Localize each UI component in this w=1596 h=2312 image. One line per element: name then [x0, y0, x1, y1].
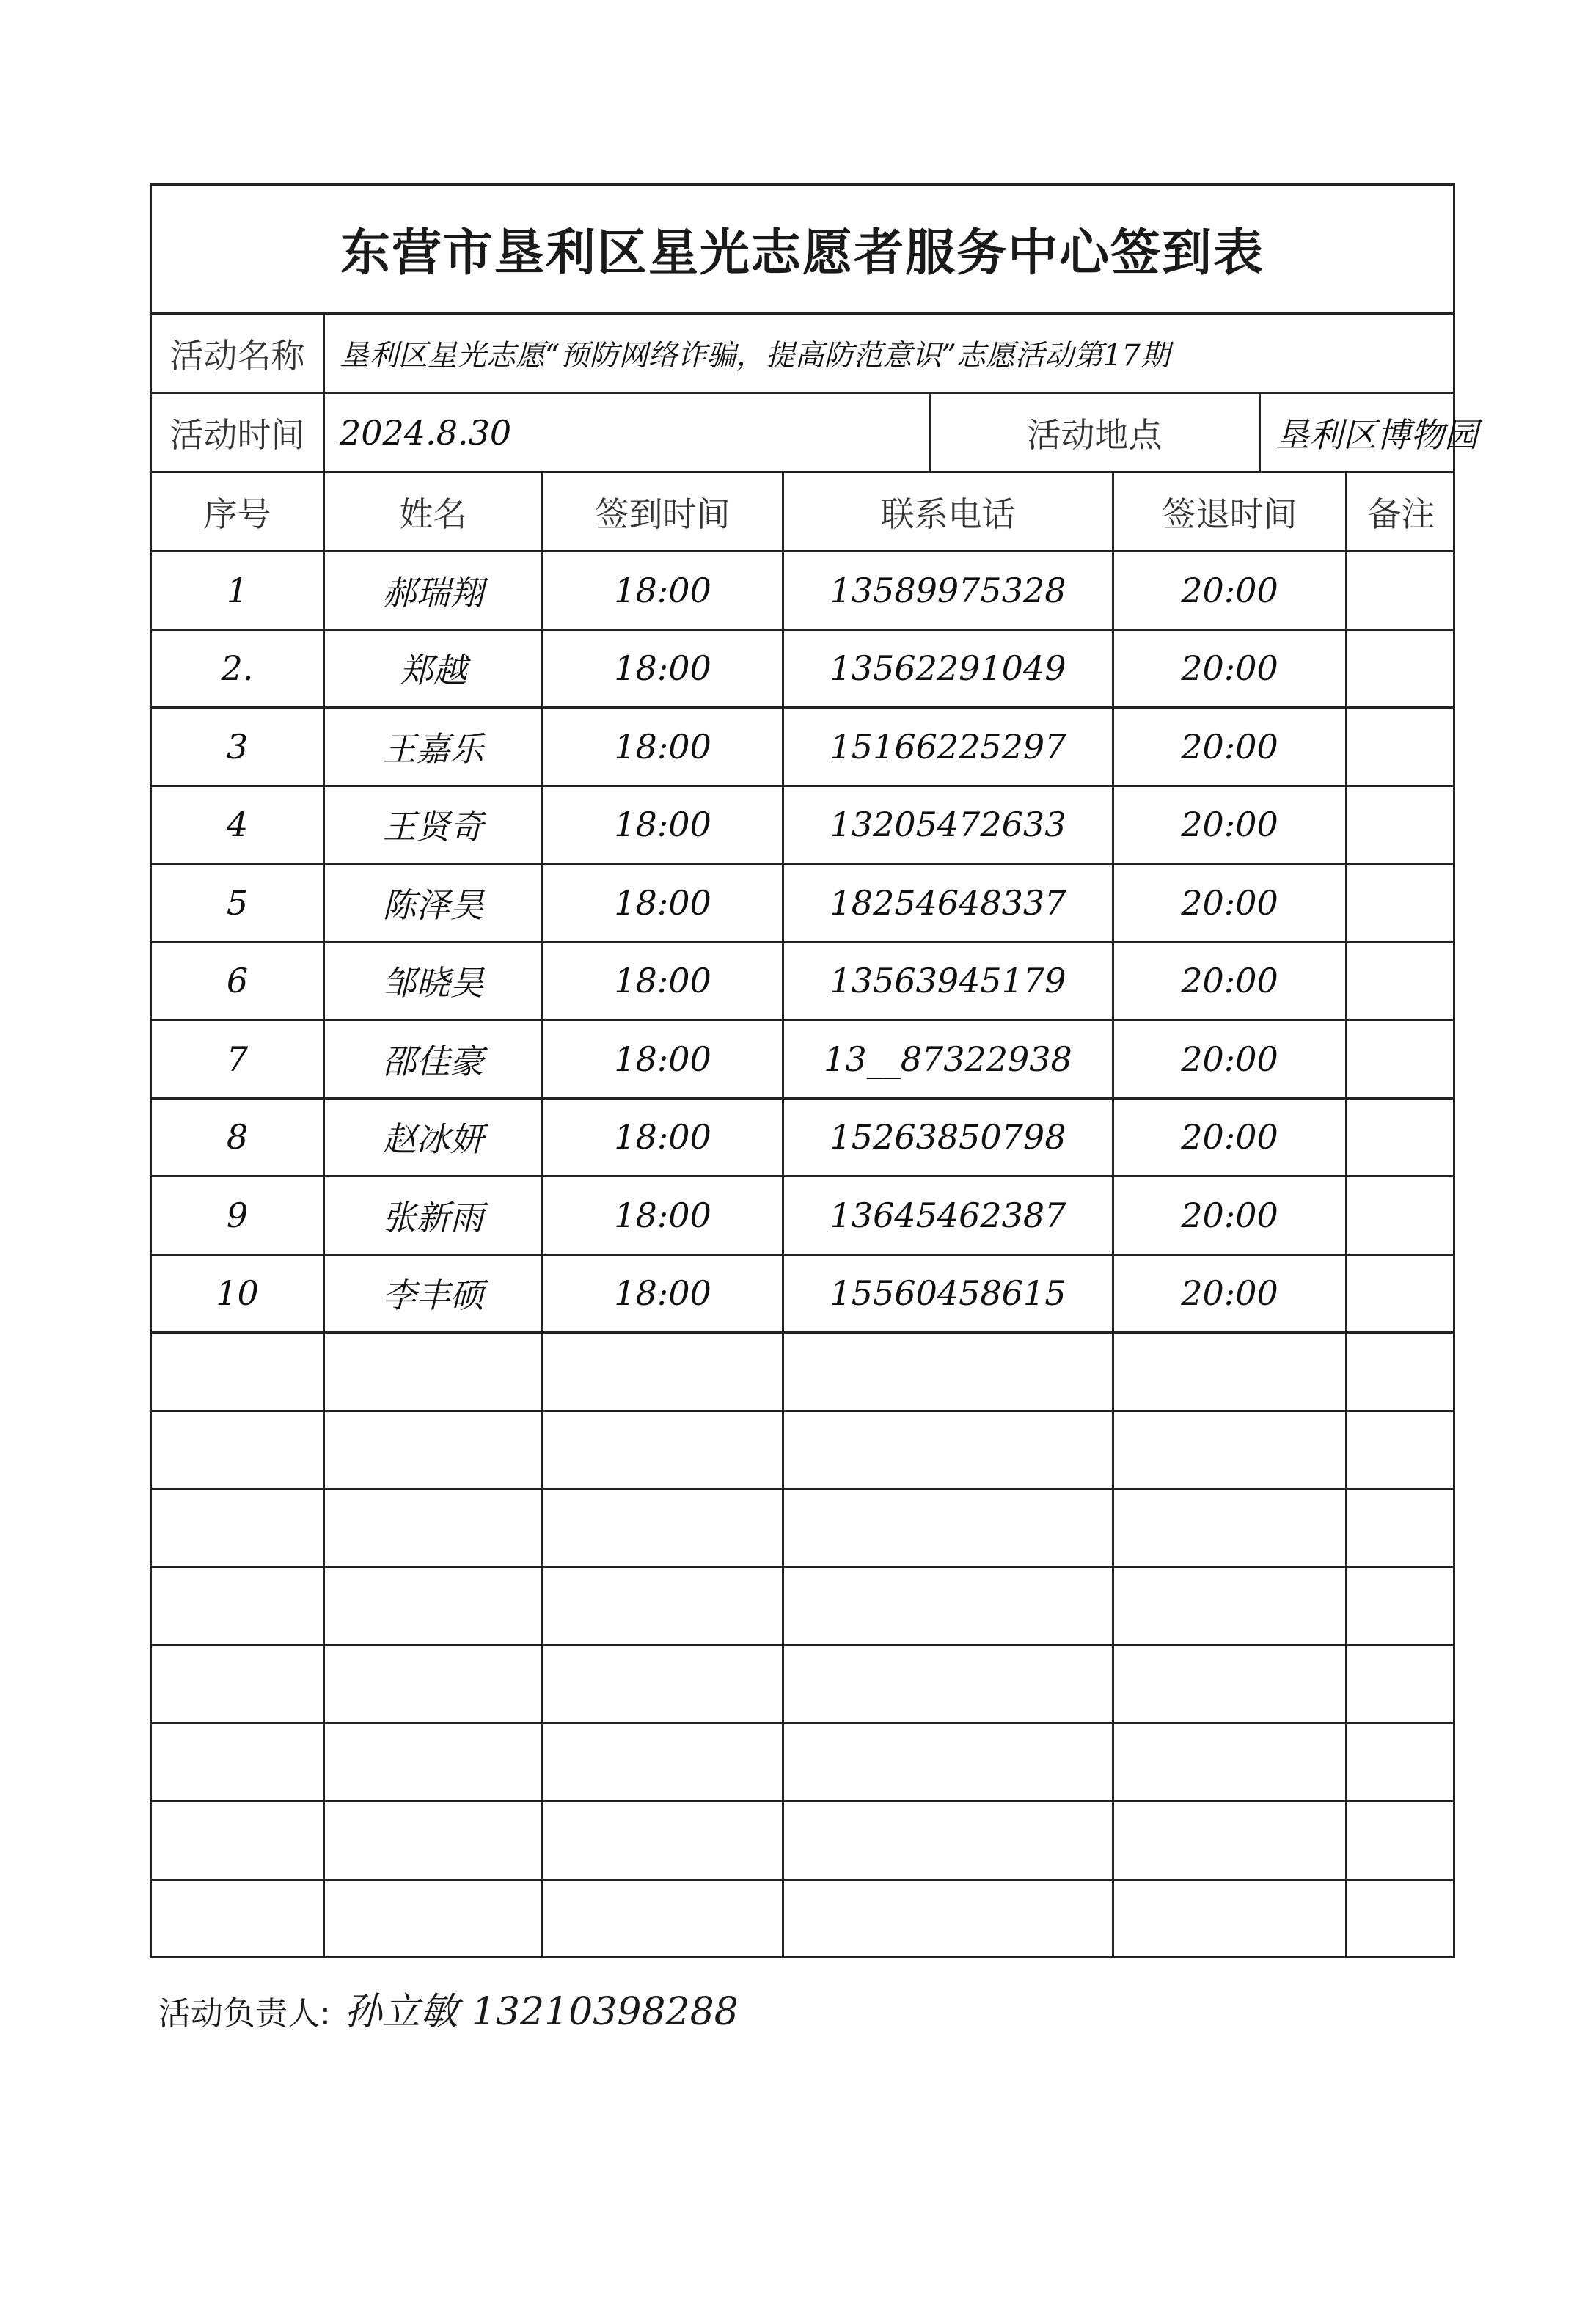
row-sign-in-time: 18:00 [543, 1021, 784, 1097]
row-note [1347, 552, 1455, 629]
table-row [152, 1802, 1453, 1881]
row-sign-in-time [543, 1802, 784, 1878]
row-name: 邹晓昊 [325, 943, 543, 1020]
row-note [1347, 943, 1455, 1020]
activity-name-row [152, 315, 1453, 394]
row-name [325, 1724, 543, 1801]
row-index: 7 [152, 1021, 325, 1097]
row-name: 陈泽昊 [325, 865, 543, 941]
row-sign-in-time [543, 1412, 784, 1488]
row-sign-out-time: 20:00 [1114, 552, 1347, 629]
row-name: 邵佳豪 [325, 1021, 543, 1097]
row-index [152, 1802, 325, 1878]
row-sign-in-time [543, 1490, 784, 1566]
table-row [152, 1412, 1453, 1490]
row-phone [784, 1802, 1114, 1878]
row-sign-out-time [1114, 1412, 1347, 1488]
row-sign-in-time [543, 1646, 784, 1722]
sign-in-sheet [150, 183, 1478, 1958]
row-phone: 13563945179 [784, 943, 1114, 1020]
row-index: 4 [152, 787, 325, 863]
row-name [325, 1802, 543, 1878]
table-row [152, 552, 1453, 631]
activity-location-label: 活动地点 [931, 394, 1261, 471]
table-row [152, 631, 1453, 709]
table-row [152, 787, 1453, 866]
row-note [1347, 1646, 1455, 1722]
row-note [1347, 1724, 1455, 1801]
row-index [152, 1724, 325, 1801]
row-sign-out-time: 20:00 [1114, 787, 1347, 863]
row-phone: 15263850798 [784, 1100, 1114, 1176]
row-sign-in-time: 18:00 [543, 631, 784, 707]
row-note [1347, 1021, 1455, 1097]
responsible-label: 活动负责人: [158, 1995, 331, 2033]
row-index: 3 [152, 709, 325, 785]
row-index [152, 1490, 325, 1566]
responsible-person: 孙立敏 [343, 1990, 458, 2034]
row-note [1347, 1177, 1455, 1254]
row-phone: 13562291049 [784, 631, 1114, 707]
header-index: 序号 [152, 473, 325, 550]
row-note [1347, 1490, 1455, 1566]
row-index: 2. [152, 631, 325, 707]
row-sign-out-time [1114, 1724, 1347, 1801]
row-name [325, 1412, 543, 1488]
row-sign-out-time: 20:00 [1114, 865, 1347, 941]
row-sign-out-time [1114, 1568, 1347, 1645]
row-name: 郑越 [325, 631, 543, 707]
header-sign-out-time: 签退时间 [1114, 473, 1347, 550]
table-row [152, 1881, 1453, 1959]
row-note [1347, 1256, 1455, 1332]
row-sign-in-time: 18:00 [543, 552, 784, 629]
row-phone: 13589975328 [784, 552, 1114, 629]
row-name [325, 1334, 543, 1410]
row-phone: 15560458615 [784, 1256, 1114, 1332]
row-phone [784, 1724, 1114, 1801]
row-note [1347, 1568, 1455, 1645]
row-name [325, 1568, 543, 1645]
row-note [1347, 1802, 1455, 1878]
row-name: 王贤奇 [325, 787, 543, 863]
table-row [152, 1646, 1453, 1724]
row-index: 10 [152, 1256, 325, 1332]
row-phone [784, 1646, 1114, 1722]
row-sign-in-time: 18:00 [543, 1256, 784, 1332]
row-sign-in-time [543, 1881, 784, 1959]
row-index [152, 1568, 325, 1645]
activity-name-label: 活动名称 [152, 315, 325, 392]
row-index: 1 [152, 552, 325, 629]
row-index [152, 1881, 325, 1959]
row-sign-out-time: 20:00 [1114, 1100, 1347, 1176]
table-row [152, 1334, 1453, 1412]
table-row [152, 1724, 1453, 1803]
table-row [152, 1177, 1453, 1256]
row-phone [784, 1881, 1114, 1959]
table-row [152, 709, 1453, 787]
row-note [1347, 1412, 1455, 1488]
row-sign-out-time [1114, 1881, 1347, 1959]
row-sign-out-time [1114, 1802, 1347, 1878]
row-sign-in-time [543, 1334, 784, 1410]
row-index [152, 1646, 325, 1722]
row-sign-out-time: 20:00 [1114, 1021, 1347, 1097]
row-phone: 13205472633 [784, 787, 1114, 863]
row-note [1347, 709, 1455, 785]
row-sign-out-time: 20:00 [1114, 1256, 1347, 1332]
sheet-title: 东营市垦利区星光志愿者服务中心签到表 [152, 186, 1453, 315]
table-row [152, 1490, 1453, 1568]
row-index: 9 [152, 1177, 325, 1254]
row-sign-in-time: 18:00 [543, 787, 784, 863]
row-sign-out-time: 20:00 [1114, 631, 1347, 707]
table-row [152, 1100, 1453, 1178]
row-name [325, 1881, 543, 1959]
row-note [1347, 1334, 1455, 1410]
table-row [152, 943, 1453, 1022]
table-header-row [152, 473, 1453, 552]
row-note [1347, 1881, 1455, 1959]
row-name: 李丰硕 [325, 1256, 543, 1332]
row-index: 5 [152, 865, 325, 941]
responsible-phone: 13210398288 [471, 1990, 739, 2034]
row-phone: 13645462387 [784, 1177, 1114, 1254]
row-sign-in-time: 18:00 [543, 943, 784, 1020]
row-phone: 13__87322938 [784, 1021, 1114, 1097]
row-note [1347, 787, 1455, 863]
row-index: 6 [152, 943, 325, 1020]
table-row [152, 1256, 1453, 1334]
row-phone [784, 1412, 1114, 1488]
header-sign-in-time: 签到时间 [543, 473, 784, 550]
row-sign-out-time: 20:00 [1114, 709, 1347, 785]
activity-time-row [152, 394, 1478, 473]
header-phone: 联系电话 [784, 473, 1114, 550]
row-name: 赵冰妍 [325, 1100, 543, 1176]
row-sign-in-time [543, 1724, 784, 1801]
table-row [152, 865, 1453, 943]
row-index [152, 1412, 325, 1488]
row-note [1347, 865, 1455, 941]
row-sign-out-time: 20:00 [1114, 1177, 1347, 1254]
header-note: 备注 [1367, 494, 1435, 534]
row-index: 8 [152, 1100, 325, 1176]
table-row [152, 1568, 1453, 1647]
row-sign-out-time [1114, 1334, 1347, 1410]
activity-date-value: 2024.8.30 [325, 394, 931, 471]
footer [158, 1980, 739, 2035]
activity-name-value: 垦利区星光志愿“预防网络诈骗，提高防范意识”志愿活动第17期 [340, 339, 1170, 373]
row-sign-out-time [1114, 1646, 1347, 1722]
row-sign-in-time: 18:00 [543, 709, 784, 785]
activity-time-label: 活动时间 [152, 394, 325, 471]
row-sign-in-time: 18:00 [543, 1100, 784, 1176]
row-note [1347, 631, 1455, 707]
row-phone: 15166225297 [784, 709, 1114, 785]
row-sign-in-time: 18:00 [543, 1177, 784, 1254]
row-name [325, 1490, 543, 1566]
row-phone [784, 1490, 1114, 1566]
row-name: 王嘉乐 [325, 709, 543, 785]
table-row [152, 1021, 1453, 1100]
row-sign-out-time [1114, 1490, 1347, 1566]
row-index [152, 1334, 325, 1410]
row-name [325, 1646, 543, 1722]
row-sign-in-time: 18:00 [543, 865, 784, 941]
row-phone [784, 1568, 1114, 1645]
row-name: 张新雨 [325, 1177, 543, 1254]
row-phone [784, 1334, 1114, 1410]
row-name: 郝瑞翔 [325, 552, 543, 629]
row-sign-out-time: 20:00 [1114, 943, 1347, 1020]
activity-location-value: 垦利区博物园 [1275, 414, 1478, 455]
row-note [1347, 1100, 1455, 1176]
row-phone: 18254648337 [784, 865, 1114, 941]
header-name: 姓名 [325, 473, 543, 550]
row-sign-in-time [543, 1568, 784, 1645]
